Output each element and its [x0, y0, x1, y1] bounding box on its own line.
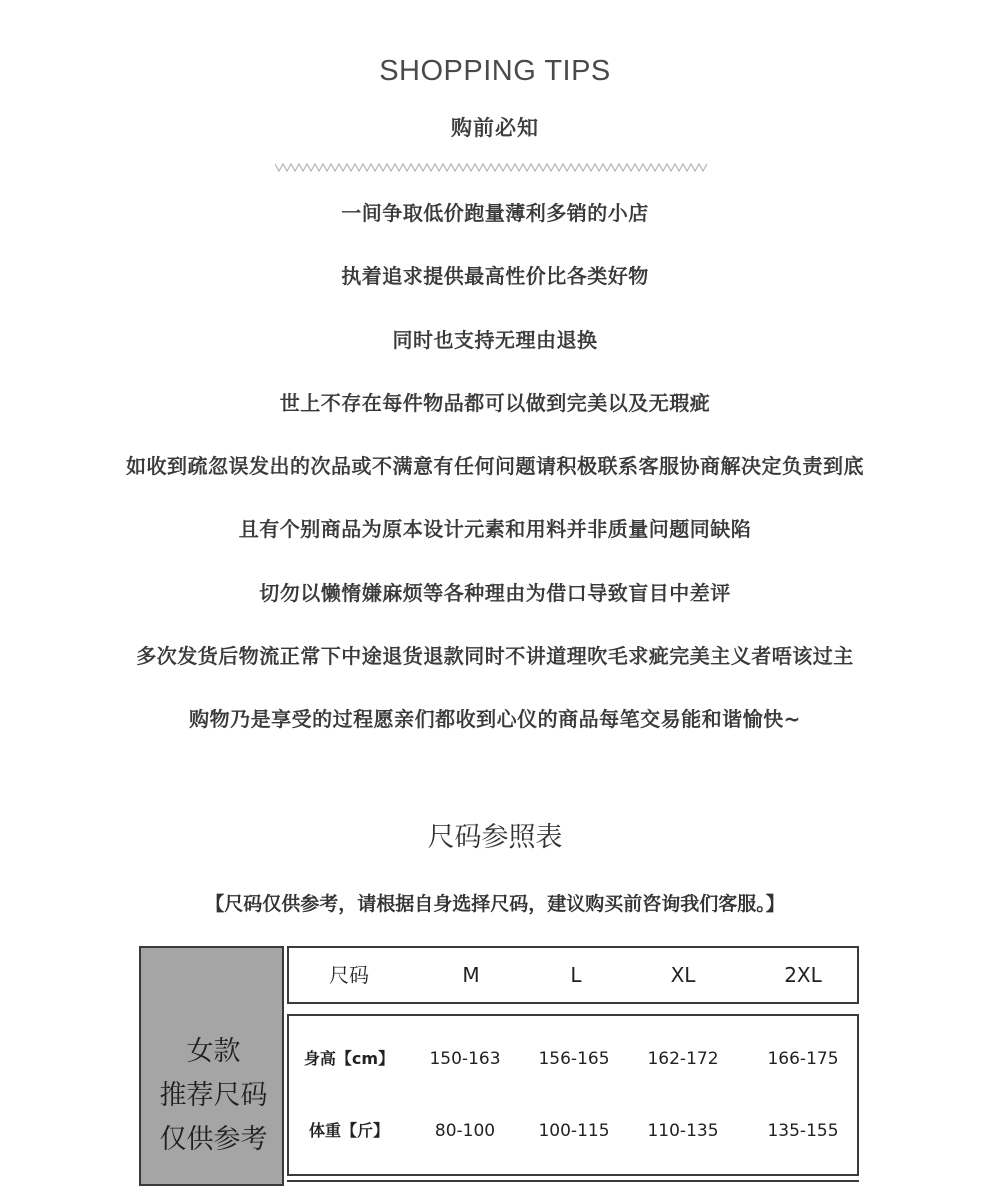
height-l-value: 156-165	[538, 1049, 610, 1069]
size-chart-note: 【尺码仅供参考，请根据自身选择尺码，建议购买前咨询我们客服。】	[205, 893, 785, 915]
size-chart-title: 尺码参照表	[427, 822, 563, 853]
tip-line: 且有个别商品为原本设计元素和用料并非质量问题同缺陷	[238, 517, 752, 542]
tips-list	[0, 196, 990, 766]
row-label-height: 身高【cm】	[303, 1049, 395, 1068]
height-m-value: 150-163	[429, 1049, 501, 1069]
size-label-line: 推荐尺码	[159, 1080, 268, 1111]
column-header-xl: XL	[670, 963, 696, 987]
page-title-chinese: 购前必知	[451, 116, 539, 140]
weight-l-value: 100-115	[538, 1121, 610, 1141]
page-title-english: SHOPPING TIPS	[379, 55, 611, 87]
size-label-line: 仅供参考	[159, 1124, 268, 1155]
tip-line: 切勿以懒惰嫌麻烦等各种理由为借口导致盲目中差评	[259, 580, 731, 605]
height-xl-value: 162-172	[647, 1049, 719, 1069]
tip-line: 同时也支持无理由退换	[392, 327, 598, 352]
column-header-2xl: 2XL	[784, 963, 822, 987]
row-label-weight: 体重【斤】	[308, 1121, 389, 1140]
size-label-line: 女款	[186, 1036, 241, 1067]
tip-line: 执着追求提供最高性价比各类好物	[341, 264, 649, 289]
height-2xl-value: 166-175	[767, 1049, 839, 1069]
zigzag-divider	[275, 161, 710, 175]
size-table-header	[287, 946, 859, 1004]
column-header-l: L	[570, 963, 582, 987]
column-header-size: 尺码	[329, 963, 369, 987]
weight-m-value: 80-100	[434, 1121, 496, 1141]
tip-line: 世上不存在每件物品都可以做到完美以及无瑕疵	[279, 390, 711, 415]
tip-line: 一间争取低价跑量薄利多销的小店	[341, 201, 649, 225]
tip-line: 如收到疏忽误发出的次品或不满意有任何问题请积极联系客服协商解决定负责到底	[126, 454, 864, 479]
column-header-m: M	[462, 963, 480, 987]
weight-2xl-value: 135-155	[767, 1121, 839, 1141]
tip-line: 多次发货后物流正常下中途退货退款同时不讲道理吹毛求疵完美主义者唔该过主	[136, 644, 854, 669]
size-table-body	[287, 1014, 859, 1176]
tip-line: 购物乃是享受的过程愿亲们都收到心仪的商品每笔交易能和谐愉快~	[189, 707, 801, 732]
weight-xl-value: 110-135	[647, 1121, 719, 1141]
size-label-panel	[139, 946, 284, 1186]
